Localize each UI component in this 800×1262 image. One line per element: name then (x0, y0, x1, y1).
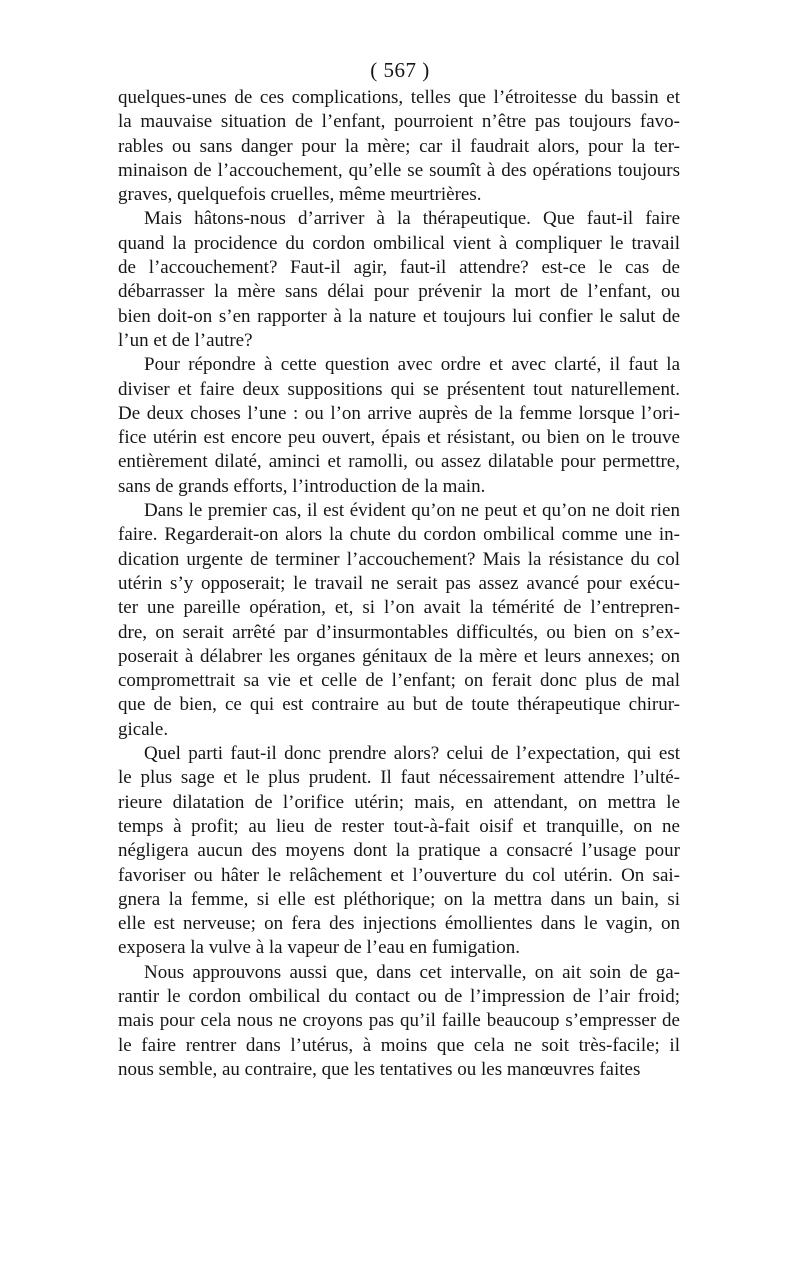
text-line: elle est nerveuse; on fera des injections émollientes dans le vagin, on (118, 913, 680, 935)
text-line: débarrasser la mère sans délai pour prévenir la mort de l’enfant, ou (118, 281, 680, 303)
text-line: Quel parti faut-il donc prendre alors? celui de l’expectation, qui est (144, 743, 680, 765)
text-line: le faire rentrer dans l’utérus, à moins que cela ne soit très-facile; il (118, 1034, 680, 1056)
text-line: la mauvaise situation de l’enfant, pourroient n’être pas toujours favo- (118, 111, 680, 133)
paragraph (118, 86, 680, 207)
text-line: poserait à délabrer les organes génitaux de la mère et leurs annexes; on (118, 645, 680, 667)
text-line: graves, quelquefois cruelles, même meurtrières. (118, 184, 482, 206)
text-line: dication urgente de terminer l’accouchement? Mais la résistance du col (118, 548, 680, 570)
text-line: ter une pareille opération, et, si l’on avait la témérité de l’entrepren- (118, 597, 680, 619)
text-line: Pour répondre à cette question avec ordre et avec clarté, il faut la (144, 354, 680, 376)
text-line: que de bien, ce qui est contraire au but de toute thérapeutique chirur- (118, 694, 680, 716)
text-line: gnera la femme, si elle est pléthorique; on la mettra dans un bain, si (118, 888, 680, 910)
text-line: diviser et faire deux suppositions qui se présentent tout naturellement. (118, 378, 680, 400)
text-line: De deux choses l’une : ou l’on arrive auprès de la femme lorsque l’ori- (118, 402, 680, 424)
text-line: quand la procidence du cordon ombilical vient à compliquer le travail (118, 232, 680, 254)
text-line: l’un et de l’autre? (118, 329, 253, 351)
text-line: nous semble, au contraire, que les tentatives ou les manœuvres faites (118, 1058, 641, 1080)
text-line: le plus sage et le plus prudent. Il faut nécessairement attendre l’ulté- (118, 767, 680, 789)
text-line: bien doit-on s’en rapporter à la nature et toujours lui confier le salut de (118, 305, 680, 327)
paragraph (118, 353, 680, 499)
text-line: fice utérin est encore peu ouvert, épais et résistant, ou bien on le trouve (118, 427, 680, 449)
text-line: rables ou sans danger pour la mère; car il faudrait alors, pour la ter- (118, 135, 680, 157)
paragraph (118, 207, 680, 353)
text-line: rantir le cordon ombilical du contact ou de l’impression de l’air froid; (118, 985, 680, 1007)
text-line: sans de grands efforts, l’introduction de la main. (118, 475, 486, 497)
text-line: Nous approuvons aussi que, dans cet intervalle, on ait soin de ga- (144, 961, 680, 983)
text-line: dre, on serait arrêté par d’insurmontables difficultés, ou bien on s’ex- (118, 621, 680, 643)
text-line: rieure dilatation de l’orifice utérin; mais, en attendant, on mettra le (118, 791, 680, 813)
page-number: ( 567 ) (370, 58, 430, 82)
body-text (118, 86, 680, 1082)
text-line: de l’accouchement? Faut-il agir, faut-il attendre? est-ce le cas de (118, 257, 680, 279)
paragraph (118, 742, 680, 961)
paragraph (118, 961, 680, 1082)
text-line: entièrement dilaté, aminci et ramolli, ou assez dilatable pour permettre, (118, 451, 680, 473)
text-line: Mais hâtons-nous d’arriver à la thérapeutique. Que faut-il faire (144, 208, 680, 230)
text-line: faire. Regarderait-on alors la chute du cordon ombilical comme une in- (118, 524, 680, 546)
text-line: mais pour cela nous ne croyons pas qu’il faille beaucoup s’empresser de (118, 1010, 680, 1032)
text-line: temps à profit; au lieu de rester tout-à-fait oisif et tranquille, on ne (118, 815, 680, 837)
text-line: négligera aucun des moyens dont la pratique a consacré l’usage pour (118, 840, 680, 862)
text-line: utérin s’y opposerait; le travail ne serait pas assez avancé pour exécu- (118, 572, 680, 594)
text-line: favoriser ou hâter le relâchement et l’ouverture du col utérin. On sai- (118, 864, 680, 886)
text-line: Dans le premier cas, il est évident qu’on ne peut et qu’on ne doit rien (144, 500, 680, 522)
text-line: minaison de l’accouchement, qu’elle se soumît à des opérations toujours (118, 159, 680, 181)
text-line: compromettrait sa vie et celle de l’enfant; on ferait donc plus de mal (118, 670, 680, 692)
text-line: exposera la vulve à la vapeur de l’eau en fumigation. (118, 937, 520, 959)
text-line: quelques-unes de ces complications, telles que l’étroitesse du bassin et (118, 87, 680, 108)
paragraph (118, 499, 680, 742)
text-line: gicale. (118, 718, 169, 740)
